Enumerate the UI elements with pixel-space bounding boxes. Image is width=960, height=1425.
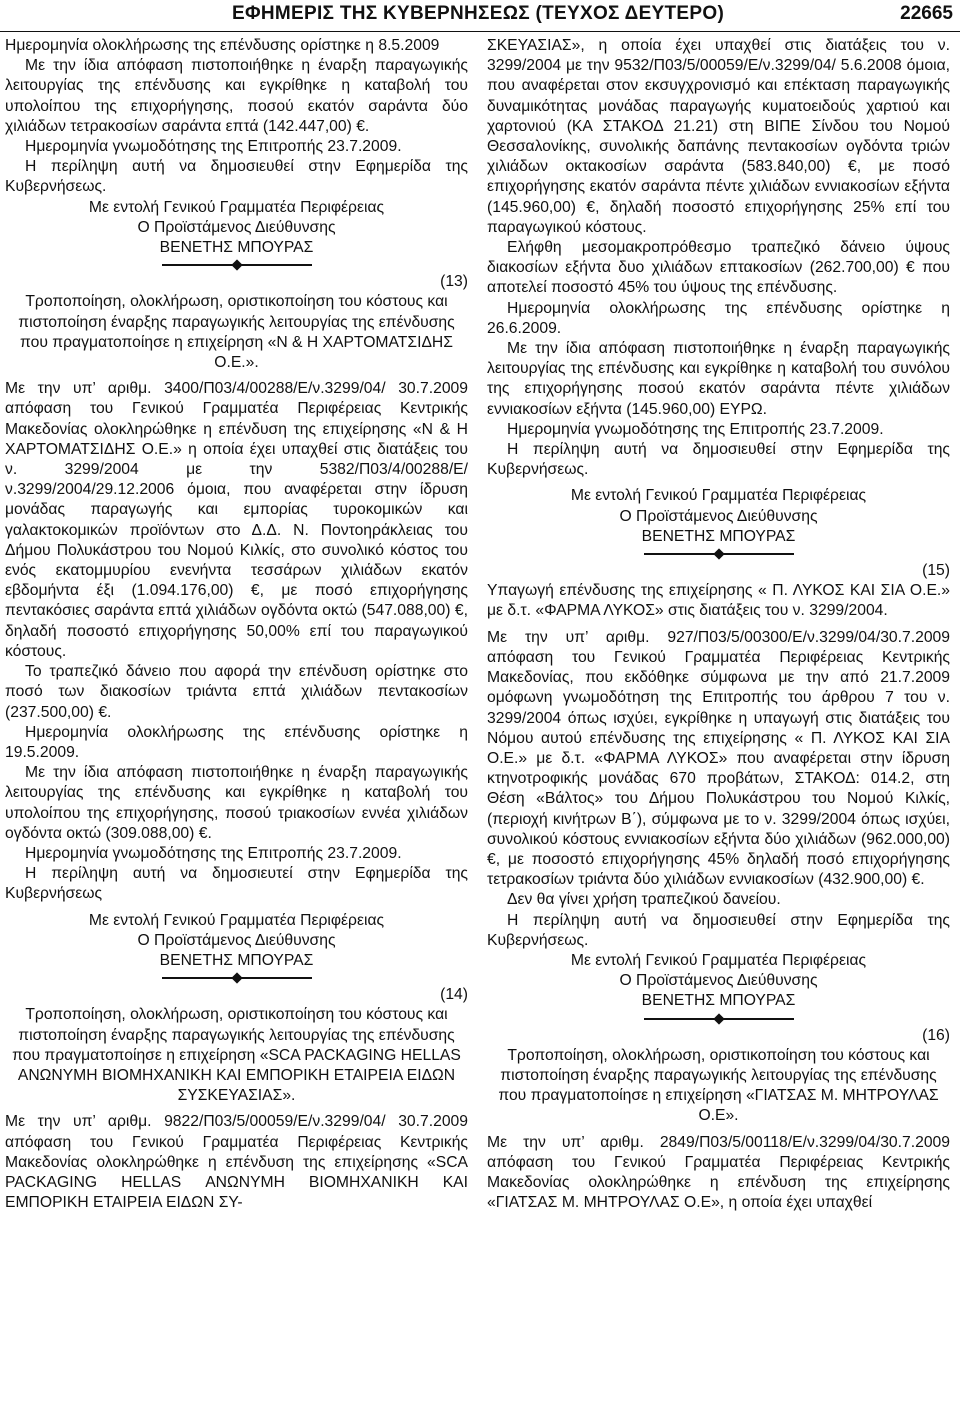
signature-line: Με εντολή Γενικού Γραμματέα Περιφέρειας (570, 487, 867, 505)
paragraph: Ημερομηνία γνωμοδότησης της Επιτροπής 23.7.2009. (25, 138, 402, 156)
paragraph: Η περίληψη αυτή να δημοσιευθεί στην Εφημερίδα της Κυβερνήσεως. (487, 911, 950, 949)
section-divider (5, 258, 468, 272)
section-number: (13) (440, 273, 468, 291)
paragraph: Με την υπ’ αριθμ. 9822/Π03/5/00059/Ε/ν.3299/04/ 30.7.2009 απόφαση του Γενικού Γραμματέα Περιφέρειας Κεντρικής Μακεδονίας ολοκληρώθηκε η επένδυση της επιχείρησης «SCA PACKAGING HELLAS ΑΝΩΝΥΜΗ ΒΙΟΜΗΧΑΝΙΚΗ ΚΑΙ ΕΜΠΟΡΙΚΗ ΕΤΑΙΡΕΙΑ ΕΙΔΩΝ ΣΥ- (5, 1113, 468, 1212)
paragraph: Η περίληψη αυτή να δημοσιευθεί στην Εφημερίδα της Κυβερνήσεως. (5, 158, 468, 196)
section-title: Υπαγωγή επένδυσης της επιχείρησης « Π. ΛΥΚΟΣ ΚΑΙ ΣΙΑ Ο.Ε.» με δ.τ. «ΦΑΡΜΑ ΛΥΚΟΣ» στις διατάξεις του ν. 3299/2004. (487, 582, 950, 620)
paragraph: Με την ίδια απόφαση πιστοποιήθηκε η έναρξη παραγωγικής λειτουργίας της επένδυσης και εγκρίθηκε η καταβολή του υπολοίπου της επιχορήγησης, ποσού εκατόν σαράντα δύο χιλιάδων τετρακοσίων σαράντα επτά (142.447,00) €. (5, 57, 468, 135)
signature-line: Ο Προϊστάμενος Διεύθυνσης (137, 931, 336, 949)
paragraph: Το τραπεζικό δάνειο που αφορά την επένδυση ορίστηκε στο ποσό των διακοσίων τριάντα επτά χιλιάδων πεντακοσίων (237.500,00) €. (5, 663, 468, 721)
signature-line: Με εντολή Γενικού Γραμματέα Περιφέρειας (570, 951, 867, 969)
paragraph: Με την υπ’ αριθμ. 927/Π03/5/00300/Ε/ν.3299/04/30.7.2009 απόφαση του Γενικού Γραμματέα Περιφέρειας Κεντρικής Μακεδονίας, που εκδόθηκε σύμφωνα με την από 21.7.2009 ομόφωνη γνωμοδότηση της Επιτροπής του άρθρου 7 του ν. 3299/2004 όπως ισχύει, εγκρίθηκε η υπαγωγή στις διατάξεις του Νόμου αυτού επένδυσης της επιχείρησης « Π. ΛΥΚΟΣ ΚΑΙ ΣΙΑ Ο.Ε.» με δ.τ. «ΦΑΡΜΑ ΛΥΚΟΣ» που αναφέρεται στην ίδρυση κτηνοτροφικής μονάδας 670 προβάτων, ΣΤΑΚΟΔ: 014.2, στη Θέση «Βάλτος» του Δήμου Πολυκάστρου του Νομού Κιλκίς, (περιοχή κινήτρων Β΄), σύμφωνα με το ν. 3299/2004 όπως ισχύει, συνολικού κόστους εννιακοσίων εξήντα δύο χιλιάδων (962.000,00) €, με ποσοστό επιχορήγησης 45% δηλαδή ποσό επιχορήγησης τετρακοσίων τριάντα δύο χιλιάδων εννιακοσίων (432.900,00) €. (487, 628, 950, 889)
paragraph: Ημερομηνία γνωμοδότησης της Επιτροπής 23.7.2009. (25, 844, 402, 862)
section-number: (16) (922, 1026, 950, 1044)
paragraph: Η περίληψη αυτή να δημοσιευθεί στην Εφημερίδα της Κυβερνήσεως. (487, 441, 950, 479)
left-column (5, 36, 468, 1213)
page-number: 22665 (900, 3, 953, 24)
paragraph: ΣΚΕΥΑΣΙΑΣ», η οποία έχει υπαχθεί στις διατάξεις του ν. 3299/2004 με την 9532/Π03/5/00059/Ε/ν.3299/04/ 5.6.2008 όμοια, που αναφέρεται στον εκσυγχρονισμό και επέκταση παραγωγικής δυναμικότητας μονάδας παραγωγής κυματοειδούς χαρτιού και χαρτονιού (ΚΑ ΣΤΑΚΟΔ 21.21) στη ΒΙΠΕ Σίνδου του Νομού Θεσσαλονίκης, συνολικής δαπάνης πεντακοσίων ογδόντα τριών χιλιάδων οκτακοσίων σαράντα (583.840,00) €, με ποσό επιχορήγησης εκατόν σαράντα πέντε χιλιάδων εννιακοσίων εξήντα (145.960,00) €, δηλαδή ποσοστό επιχορήγησης 25% επί του παραγωγικού κόστους. (487, 37, 950, 236)
signature-name: ΒΕΝΕΤΗΣ ΜΠΟΥΡΑΣ (159, 951, 314, 969)
signature-line: Με εντολή Γενικού Γραμματέα Περιφέρειας (88, 198, 385, 216)
section-number: (15) (922, 562, 950, 580)
gazette-title: ΕΦΗΜΕΡΙΣ ΤΗΣ ΚΥΒΕΡΝΗΣΕΩΣ (ΤΕΥΧΟΣ ΔΕΥΤΕΡΟ) (232, 3, 725, 24)
section-number: (14) (440, 986, 468, 1004)
section-title: Τροποποίηση, ολοκλήρωση, οριστικοποίηση του κόστους και πιστοποίηση έναρξης παραγωγικής λειτουργίας της επένδυσης που πραγματοποίησε η επιχείρηση «Ν & Η ΧΑΡΤΟΜΑΤΣΙΔΗΣ Ο.Ε.». (18, 293, 455, 372)
section-divider (5, 971, 468, 985)
paragraph: Με την υπ’ αριθμ. 2849/Π03/5/00118/Ε/ν.3299/04/30.7.2009 απόφαση του Γενικού Γραμματέα Περιφέρειας Κεντρικής Μακεδονίας ολοκληρώθηκε η επένδυση της επιχείρησης «ΓΙΑΤΣΑΣ Μ. ΜΗΤΡΟΥΛΑΣ Ο.Ε», η οποία έχει υπαχθεί (487, 1133, 950, 1212)
section-title: Τροποποίηση, ολοκλήρωση, οριστικοποίηση του κόστους και πιστοποίηση έναρξης παραγωγικής λειτουργίας της επένδυσης που πραγματοποίησε η επιχείρηση «ΓΙΑΤΣΑΣ Μ. ΜΗΤΡΟΥΛΑΣ Ο.Ε». (498, 1046, 939, 1125)
paragraph: Δεν θα γίνει χρήση τραπεζικού δανείου. (507, 891, 781, 909)
section-divider (487, 1012, 950, 1026)
paragraph: Ελήφθη μεσομακροπρόθεσμο τραπεζικό δάνειο ύψους διακοσίων εξήντα δυο χιλιάδων επτακοσίων (262.700,00) € που αποτελεί ποσοστό 45% του ύψους της επένδυσης. (487, 239, 950, 297)
page-header (0, 0, 960, 34)
signature-line: Ο Προϊστάμενος Διεύθυνσης (137, 218, 336, 236)
paragraph: Ημερομηνία γνωμοδότησης της Επιτροπής 23.7.2009. (507, 420, 884, 438)
section-divider (487, 547, 950, 561)
signature-line: Ο Προϊστάμενος Διεύθυνσης (619, 972, 818, 990)
signature-line: Ο Προϊστάμενος Διεύθυνσης (619, 507, 818, 525)
paragraph: Ημερομηνία ολοκλήρωσης της επένδυσης ορίστηκε η 19.5.2009. (5, 723, 468, 761)
paragraph: Με την ίδια απόφαση πιστοποιήθηκε η έναρξη παραγωγικής λειτουργίας της επένδυσης και εγκρίθηκε η καταβολή του υπολοίπου της επιχορήγησης, ποσού τριακοσίων εννέα χιλιάδων ογδόντα οκτώ (309.088,00) €. (5, 764, 468, 842)
paragraph: Ημερομηνία ολοκλήρωσης της επένδυσης ορίστηκε η 26.6.2009. (487, 299, 950, 337)
signature-name: ΒΕΝΕΤΗΣ ΜΠΟΥΡΑΣ (641, 992, 796, 1010)
header-rule (0, 31, 960, 32)
paragraph: Η περίληψη αυτή να δημοσιευτεί στην Εφημερίδα της Κυβερνήσεως (5, 865, 468, 903)
section-title: Τροποποίηση, ολοκλήρωση, οριστικοποίηση του κόστους και πιστοποίηση έναρξης παραγωγικής λειτουργίας της επένδυσης που πραγματοποίησε η επιχείρηση «SCA PACKAGING HELLAS ΑΝΩΝΥΜΗ ΒΙΟΜΗΧΑΝΙΚΗ ΚΑΙ ΕΜΠΟΡΙΚΗ ΕΤΑΙΡΕΙΑ ΕΙΔΩΝ ΣΥΣΚΕΥΑΣΙΑΣ». (12, 1006, 461, 1105)
paragraph: Με την ίδια απόφαση πιστοποιήθηκε η έναρξη παραγωγικής λειτουργίας της επένδυσης και εγκρίθηκε η καταβολή του συνόλου της επιχορήγησης ποσού εκατόν σαράντα πέντε χιλιάδων εννιακοσίων εξήντα (145.960,00) ΕΥΡΩ. (487, 340, 950, 418)
signature-line: Με εντολή Γενικού Γραμματέα Περιφέρειας (88, 911, 385, 929)
paragraph: Ημερομηνία ολοκλήρωσης της επένδυσης ορίστηκε η 8.5.2009 (5, 37, 440, 54)
signature-name: ΒΕΝΕΤΗΣ ΜΠΟΥΡΑΣ (641, 527, 796, 545)
signature-name: ΒΕΝΕΤΗΣ ΜΠΟΥΡΑΣ (159, 239, 314, 257)
right-column (487, 36, 950, 1213)
paragraph: Με την υπ’ αριθμ. 3400/Π03/4/00288/Ε/ν.3299/04/ 30.7.2009 απόφαση του Γενικού Γραμματέα Περιφέρειας Κεντρικής Μακεδονίας ολοκληρώθηκε η επένδυση της επιχείρησης «Ν & Η ΧΑΡΤΟΜΑΤΣΙΔΗΣ Ο.Ε.» η οποία έχει υπαχθεί στις διατάξεις του ν. 3299/2004 με την 5382/Π03/4/00288/Ε/ ν.3299/2004/29.12.2006 όμοια, που αναφέρεται στην ίδρυση μονάδας παραγωγής και εμπορίας τυροκομικών και γαλακτοκομικών προϊόντων στο Δ.Δ. Ν. Ποντοηράκλειας του Δήμου Πολυκάστρου του Νομού Κιλκίς, στο συνολικό κόστος του ενός εκατομμυρίου ενενήντα τεσσάρων χιλιάδων εκατόν εβδομήντα έξι (1.094.176,00) €, με ποσό επιχορήγησης πεντακόσιες σαράντα επτά χιλιάδων ογδόντα οκτώ (547.088,00) €, δηλαδή ποσοστό επιχορήγησης 50,00% επί του παραγωγικού κόστους. (5, 380, 468, 660)
